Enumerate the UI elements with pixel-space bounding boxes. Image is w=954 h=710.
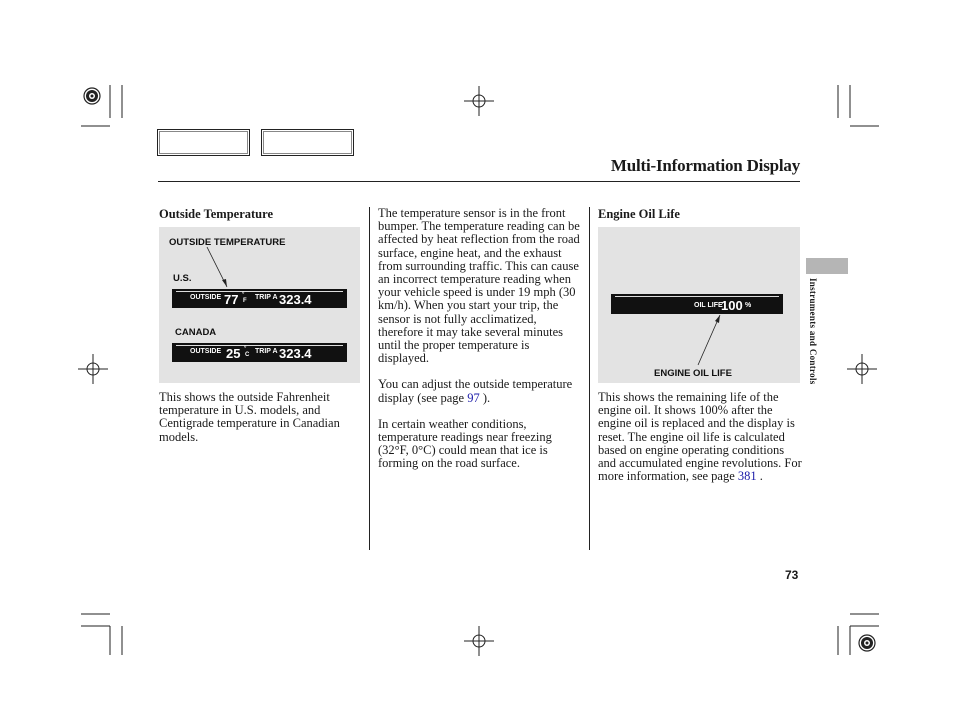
outside-temperature-heading: Outside Temperature [159,207,274,221]
figure-caption: ENGINE OIL LIFE [654,368,732,379]
canada-label: CANADA [175,327,217,338]
canada-temperature-display: OUTSIDE 25 ° C TRIP A 323.4 [172,343,347,362]
section-tab-label: Instruments and Controls [808,278,818,385]
outside-temperature-figure [159,227,360,383]
engine-oil-life-description: This shows the remaining life of the engine oil. It shows 100% after the engine oil is replaced and the display is reset. The engine oil life is calculated based on engine operating conditions and accumulated engine revolutions. For more information, see page 381 . [598,390,802,484]
page-link-97[interactable]: 97 [467,390,480,405]
us-temperature-display: OUTSIDE 77 ° F TRIP A 323.4 [172,289,347,308]
engine-oil-life-figure [598,227,800,383]
header-rule [158,181,800,182]
oil-life-display: OIL LIFE 100 % [611,294,783,314]
weather-paragraph: In certain weather conditions, temperature readings near freezing (32°F, 0°C) could mean that ice is forming on the road surface. [378,416,552,471]
leader-line [598,227,800,383]
nav-box-contents[interactable] [157,129,250,156]
sensor-paragraph: The temperature sensor is in the front bumper. The temperature reading can be affected by heat reflection from the road surface, engine heat, and the exhaust from surrounding traffic. This can cause an incorrect temperature reading when your vehicle speed is under 19 mph (30 km/h). When you start your trip, the sensor is not fully acclimatized, therefore it may take several minutes until the proper temperature is displayed. [378,206,580,366]
adjust-paragraph: You can adjust the outside temperature display (see page 97 ). [378,377,573,405]
column-divider-right [589,207,590,550]
figure-caption: OUTSIDE TEMPERATURE [169,237,286,248]
page-link-381[interactable]: 381 [737,469,757,484]
column-divider-left [369,207,370,550]
registration-target-icon [84,88,100,104]
page-title: Multi-Information Display [610,156,800,175]
outside-temperature-description: This shows the outside Fahrenheit temperature in U.S. models, and Centigrade temperature in Canadian models. [159,390,340,444]
engine-oil-life-heading: Engine Oil Life [598,207,680,221]
sensor-text-block [378,207,583,484]
us-label: U.S. [173,273,192,284]
section-tab[interactable] [806,258,848,274]
nav-box-index[interactable] [261,129,354,156]
page-number: 73 [785,568,799,582]
registration-target-icon [859,635,875,651]
